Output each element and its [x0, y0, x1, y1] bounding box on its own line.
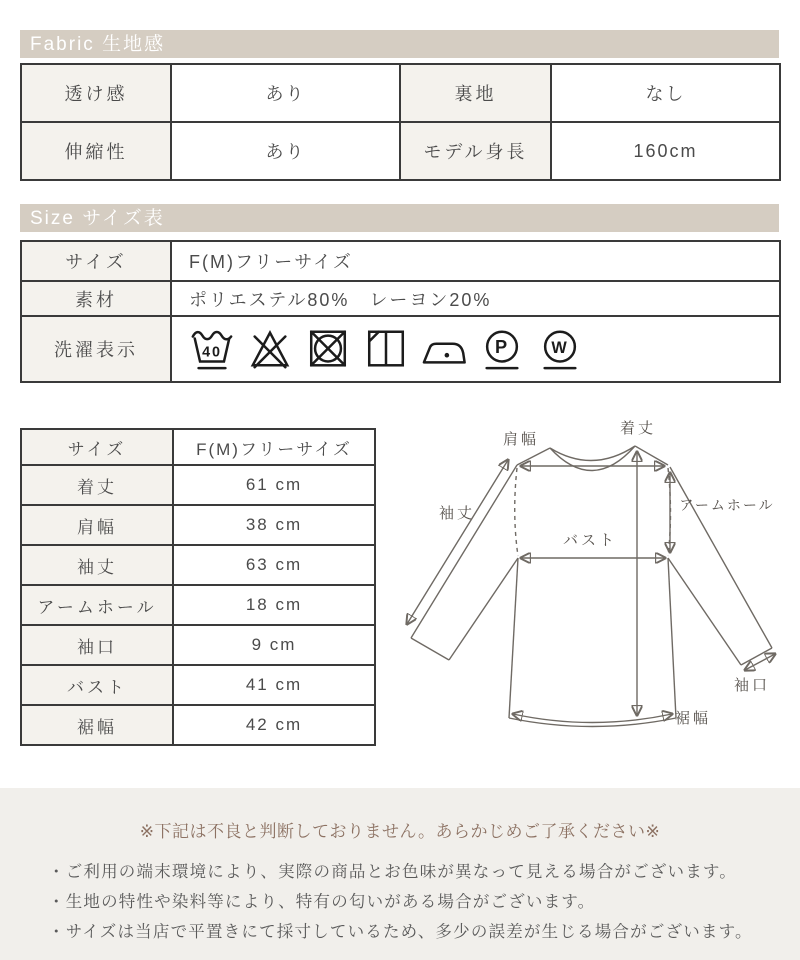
measure-row — [21, 545, 375, 585]
measurement-table — [20, 428, 376, 746]
sleeve-length-arrow — [407, 460, 508, 624]
line-dry-in-shade-icon — [363, 324, 409, 374]
measure-label-cell: サイズ — [21, 429, 173, 465]
fabric-label-cell: 伸縮性 — [21, 122, 171, 180]
no-bleach-icon — [247, 324, 293, 374]
measure-row — [21, 465, 375, 505]
measure-row — [21, 625, 375, 665]
diagram-label-armhole: アームホール — [679, 497, 775, 513]
measure-value-cell: 9 cm — [173, 625, 375, 665]
disclaimer-item: ・生地の特性や染料等により、特有の匂いがある場合がございます。 — [48, 893, 596, 911]
shirt-outline-drawing — [411, 446, 775, 727]
disclaimer-list — [0, 857, 800, 947]
fabric-row — [21, 64, 780, 122]
measure-row — [21, 585, 375, 625]
measure-value-cell: 63 cm — [173, 545, 375, 585]
fabric-value-cell: あり — [171, 122, 400, 180]
diagram-label-sleeve: 袖丈 — [438, 505, 476, 522]
measure-label-cell: 袖丈 — [21, 545, 173, 585]
measure-value-cell: F(M)フリーサイズ — [173, 429, 375, 465]
size-info-label-cell: 素材 — [21, 281, 171, 316]
wash-40-gentle-icon — [189, 324, 235, 374]
size-info-value-cell: ポリエステル80% レーヨン20% — [171, 281, 780, 316]
iron-low-icon — [421, 324, 467, 374]
svg-text:P: P — [494, 336, 510, 357]
size-info-value-cell — [171, 316, 780, 382]
measurement-arrows — [407, 452, 775, 723]
measure-label-cell: アームホール — [21, 585, 173, 625]
fabric-value-cell: 160cm — [551, 122, 780, 180]
cuff-arrow — [745, 654, 775, 670]
disclaimer-item: ・ご利用の端末環境により、実際の商品とお色味が異なって見える場合がございます。 — [48, 863, 737, 881]
size-info-value-cell: F(M)フリーサイズ — [171, 241, 780, 281]
fabric-section-header: Fabric 生地感 — [20, 30, 779, 58]
diagram-label-length: 着丈 — [619, 420, 657, 437]
fabric-value-cell: あり — [171, 64, 400, 122]
size-info-table-body — [21, 241, 780, 382]
diagram-label-bust: バスト — [562, 532, 618, 549]
measurement-table-body — [21, 429, 375, 745]
size-info-table — [20, 240, 781, 383]
measure-value-cell: 41 cm — [173, 665, 375, 705]
diagram-label-shoulder: 肩幅 — [502, 431, 540, 448]
size-info-label-cell: サイズ — [21, 241, 171, 281]
size-info-row — [21, 316, 780, 382]
svg-text:W: W — [551, 338, 569, 357]
measure-row — [21, 505, 375, 545]
disclaimer-title: ※下記は不良と判断しておりません。あらかじめご了承ください※ — [139, 822, 661, 841]
disclaimer-note-box — [0, 788, 800, 960]
no-tumble-dry-icon — [305, 324, 351, 374]
dry-clean-p-gentle-icon — [479, 324, 525, 374]
fabric-table-body — [21, 64, 780, 180]
measure-label-cell: 裾幅 — [21, 705, 173, 745]
fabric-row — [21, 122, 780, 180]
measure-label-cell: 肩幅 — [21, 505, 173, 545]
fabric-table — [20, 63, 781, 181]
measure-value-cell: 18 cm — [173, 585, 375, 625]
fabric-label-cell: 透け感 — [21, 64, 171, 122]
wet-clean-gentle-icon — [537, 324, 583, 374]
measure-value-cell: 61 cm — [173, 465, 375, 505]
measure-header-row — [21, 429, 375, 465]
measure-value-cell: 42 cm — [173, 705, 375, 745]
size-info-row — [21, 281, 780, 316]
diagram-label-hem: 裾幅 — [674, 710, 712, 727]
fabric-label-cell: 裏地 — [400, 64, 551, 122]
size-info-row — [21, 241, 780, 281]
garment-measure-diagram — [400, 406, 800, 768]
measure-value-cell: 38 cm — [173, 505, 375, 545]
measure-label-cell: 着丈 — [21, 465, 173, 505]
measure-label-cell: 袖口 — [21, 625, 173, 665]
hem-width-arrow — [513, 714, 672, 723]
measure-row — [21, 705, 375, 745]
fabric-value-cell: なし — [551, 64, 780, 122]
svg-text:40: 40 — [202, 344, 222, 361]
measure-label-cell: バスト — [21, 665, 173, 705]
diagram-label-cuff: 袖口 — [733, 677, 771, 694]
fabric-label-cell: モデル身長 — [400, 122, 551, 180]
size-section-header: Size サイズ表 — [20, 204, 779, 232]
disclaimer-item: ・サイズは当店で平置きにて採寸しているため、多少の誤差が生じる場合がございます。 — [48, 923, 753, 941]
measure-row — [21, 665, 375, 705]
size-info-label-cell: 洗濯表示 — [21, 316, 171, 382]
care-symbols-row — [189, 324, 779, 374]
